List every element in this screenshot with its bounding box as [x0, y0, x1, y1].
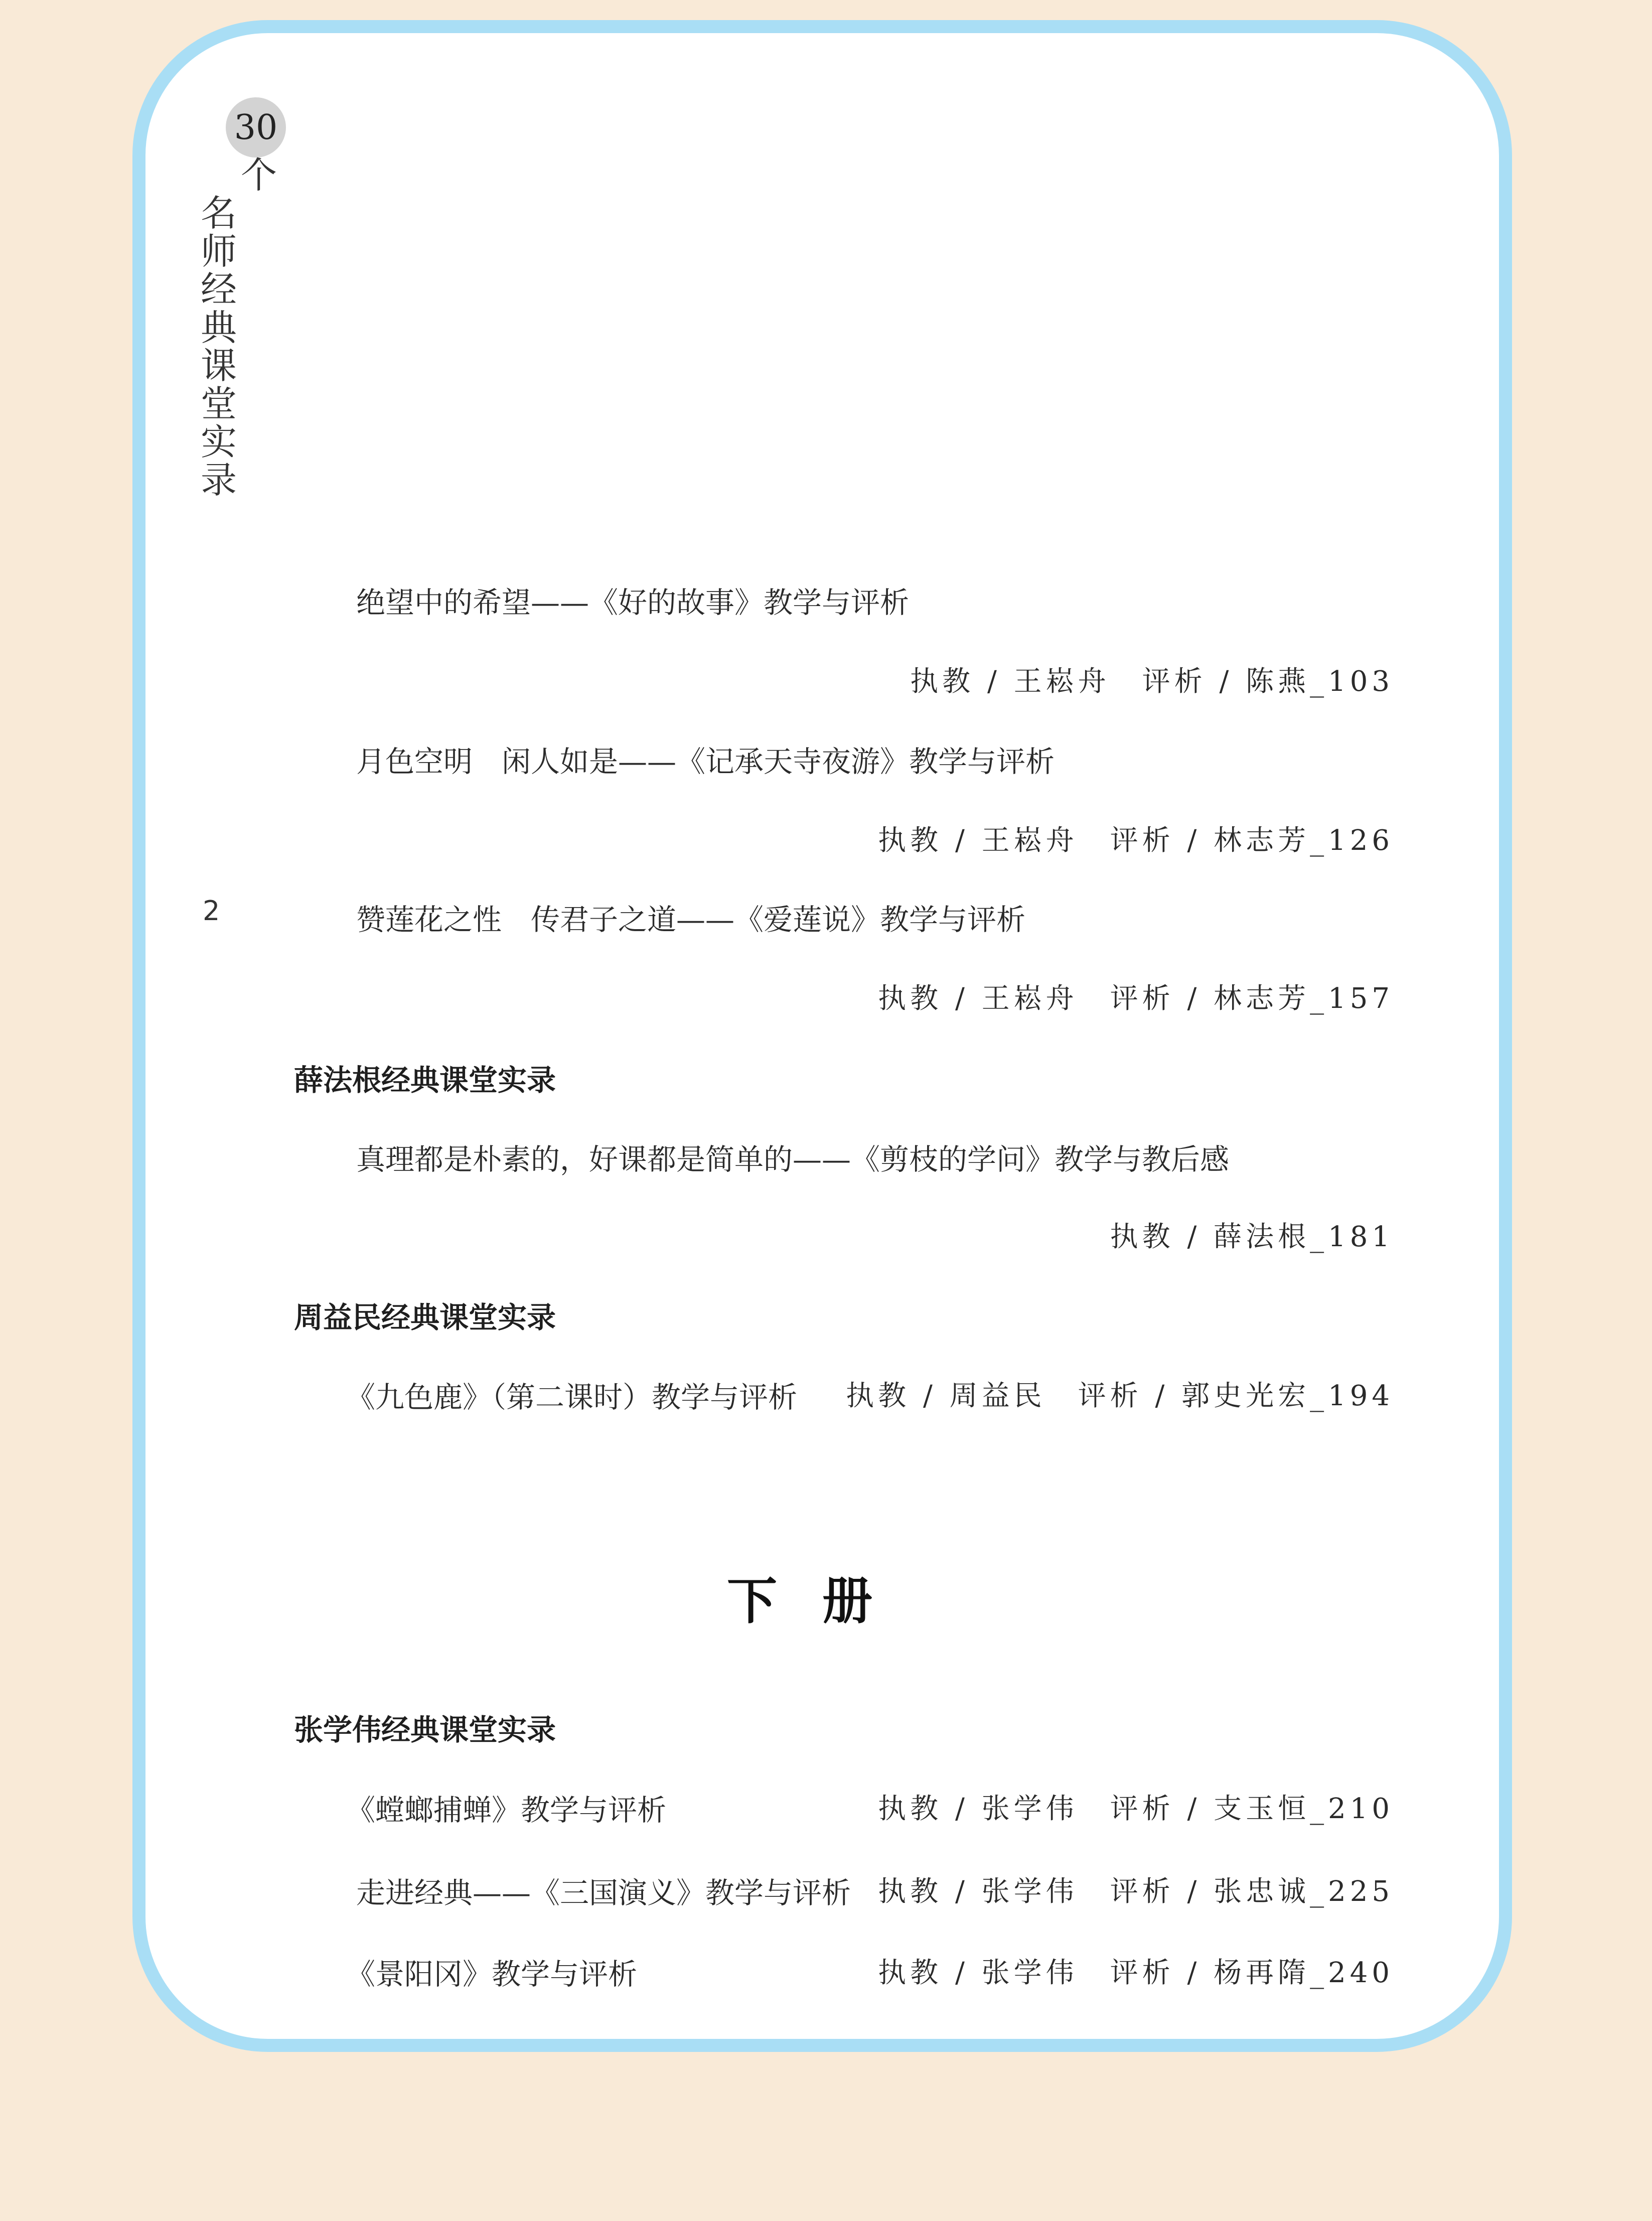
toc-entry-byline: 执教 / 王崧舟 评析 / 林志芳_157 — [878, 982, 1394, 1015]
toc-entry-title: 真理都是朴素的，好课都是简单的——《剪枝的学问》教学与教后感 — [356, 1142, 1230, 1176]
vertical-title-ge: 个 — [241, 154, 277, 196]
section-heading-zhou: 周益民经典课堂实录 — [294, 1300, 556, 1335]
vertical-title-text: 名师经典课堂实录 — [201, 192, 237, 501]
toc-entry-title: 《螳螂捕蝉》教学与评析 — [346, 1793, 667, 1827]
section-heading-xue: 薛法根经典课堂实录 — [294, 1063, 556, 1097]
toc-entry-byline: 执教 / 张学伟 评析 / 杨再隋_240 — [878, 1957, 1394, 1989]
toc-entry-byline: 执教 / 张学伟 评析 / 支玉恒_210 — [878, 1793, 1394, 1825]
toc-entry-title: 走进经典——《三国演义》教学与评析 — [356, 1876, 851, 1910]
series-number-badge: 30 — [226, 97, 286, 158]
page-card — [132, 20, 1512, 2052]
page-number: 2 — [203, 895, 220, 927]
toc-entry-byline: 执教 / 张学伟 评析 / 张忠诚_225 — [878, 1875, 1394, 1908]
vertical-book-title — [201, 156, 276, 499]
toc-entry-title: 《九色鹿》（第二课时）教学与评析 — [346, 1380, 798, 1414]
toc-entry-title: 月色空明 闲人如是——《记承天寺夜游》教学与评析 — [356, 745, 1055, 779]
toc-entry-byline: 执教 / 王崧舟 评析 / 林志芳_126 — [878, 824, 1394, 857]
toc-entry-title: 赞莲花之性 传君子之道——《爱莲说》教学与评析 — [356, 903, 1026, 937]
section-heading-zhang: 张学伟经典课堂实录 — [294, 1713, 556, 1747]
toc-entry-byline: 执教 / 王崧舟 评析 / 陈燕_103 — [910, 665, 1394, 698]
toc-entry-byline: 执教 / 周益民 评析 / 郭史光宏_194 — [846, 1380, 1394, 1412]
toc-entry-title: 绝望中的希望——《好的故事》教学与评析 — [356, 585, 910, 620]
section-title-volume-2: 下册 — [727, 1571, 918, 1631]
toc-entry-title: 《景阳冈》教学与评析 — [346, 1957, 638, 1991]
toc-entry-byline: 执教 / 薛法根_181 — [1110, 1221, 1394, 1253]
